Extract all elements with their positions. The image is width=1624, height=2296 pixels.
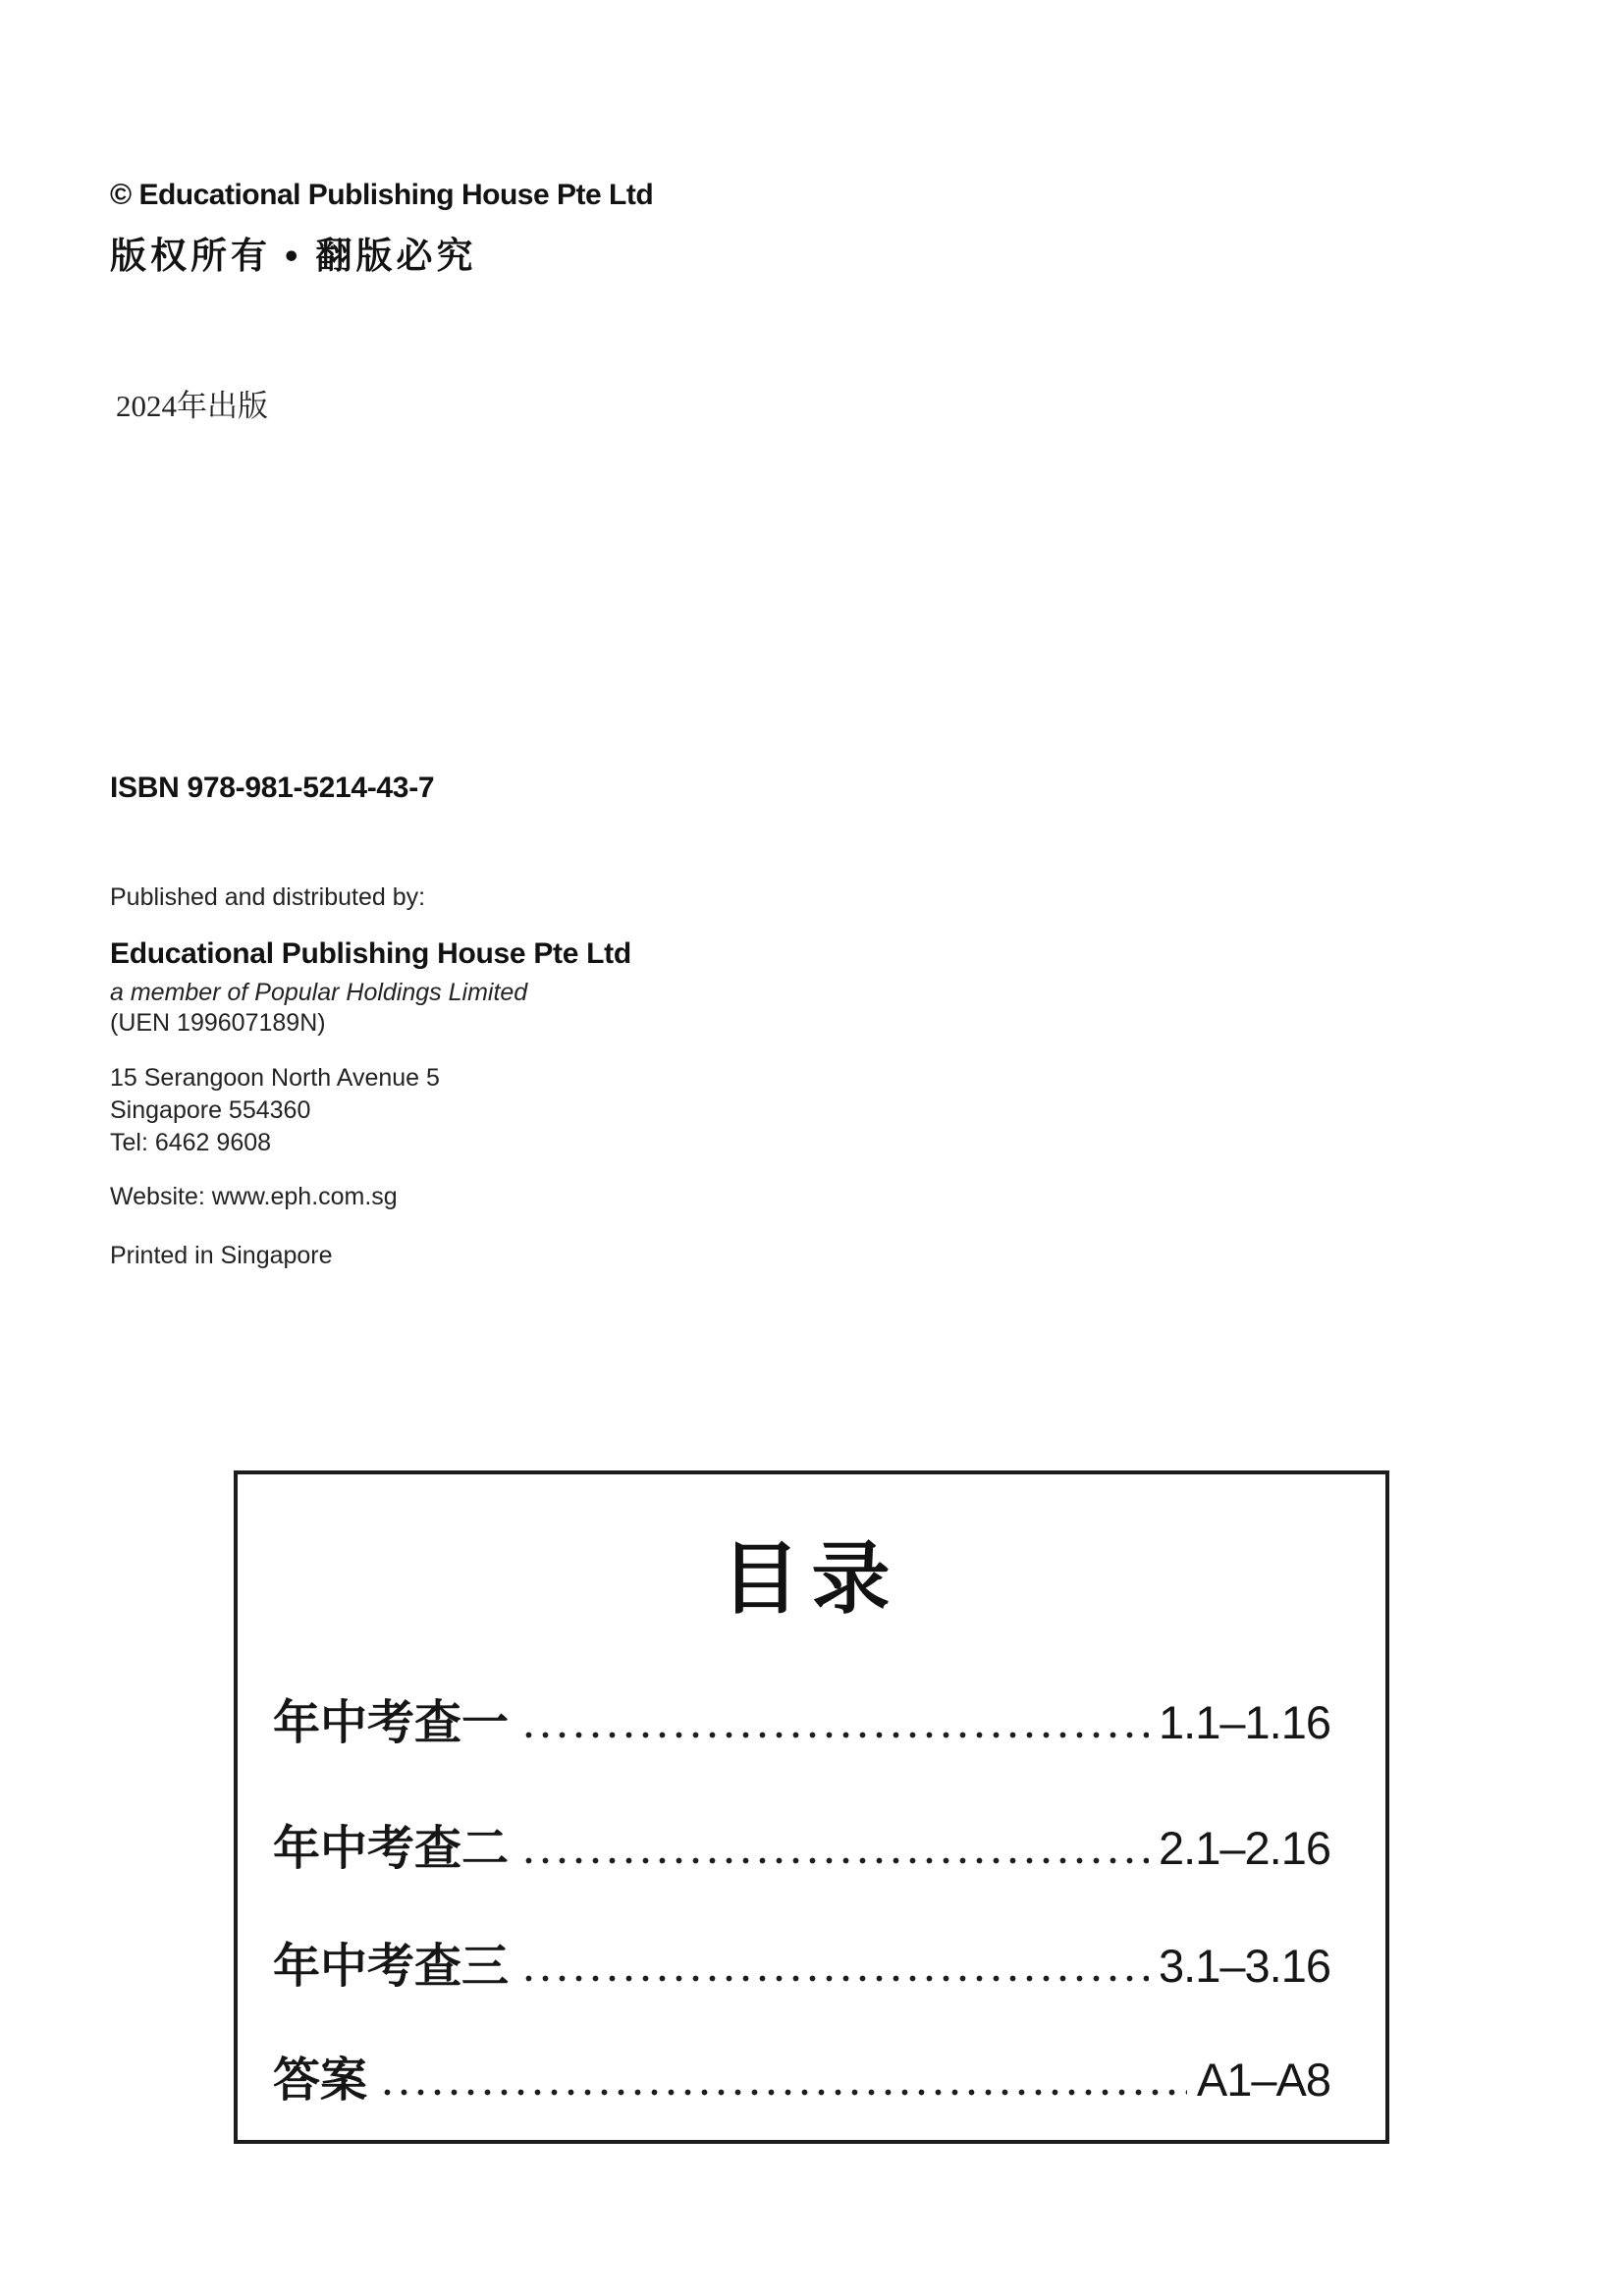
isbn-line: ISBN 978-981-5214-43-7 bbox=[110, 772, 435, 804]
toc-entry-label: 年中考查二 bbox=[273, 1823, 510, 1875]
toc-box bbox=[234, 1470, 1389, 2144]
address-line-1: 15 Serangoon North Avenue 5 bbox=[110, 1064, 440, 1092]
copyright-line-zh: 版权所有 • 翻版必究 bbox=[110, 236, 477, 276]
address-block bbox=[110, 1062, 440, 1159]
toc-entry-label: 答案 bbox=[273, 2055, 368, 2107]
toc-entry-pages: 1.1–1.16 bbox=[1159, 1696, 1330, 1748]
publisher-name: Educational Publishing House Pte Ltd bbox=[110, 937, 631, 970]
publisher-uen: (UEN 199607189N) bbox=[110, 1009, 326, 1037]
toc-entry bbox=[273, 1928, 1330, 1996]
toc-entry-pages: 2.1–2.16 bbox=[1159, 1822, 1330, 1874]
toc-entry-pages: A1–A8 bbox=[1196, 2054, 1330, 2106]
dot-leader bbox=[520, 1857, 1149, 1864]
published-by-label: Published and distributed by: bbox=[110, 883, 426, 911]
copyright-line-en: © Educational Publishing House Pte Ltd bbox=[110, 179, 654, 211]
address-line-2: Singapore 554360 bbox=[110, 1096, 311, 1124]
publish-year: 2024年出版 bbox=[116, 389, 268, 423]
toc-entry bbox=[273, 1684, 1330, 1752]
toc-title: 目录 bbox=[721, 1535, 902, 1623]
publisher-subtitle: a member of Popular Holdings Limited bbox=[110, 979, 528, 1006]
toc-entry-label: 年中考查一 bbox=[273, 1697, 510, 1749]
website-line: Website: www.eph.com.sg bbox=[110, 1183, 398, 1210]
dot-leader bbox=[520, 1732, 1149, 1738]
toc-entry bbox=[273, 1810, 1330, 1878]
printed-in-line: Printed in Singapore bbox=[110, 1242, 333, 1269]
dot-leader bbox=[520, 1975, 1149, 1982]
toc-entry-label: 年中考查三 bbox=[273, 1941, 510, 1993]
dot-leader bbox=[379, 2089, 1187, 2096]
toc-entry bbox=[273, 2042, 1330, 2109]
address-line-3: Tel: 6462 9608 bbox=[110, 1129, 272, 1156]
toc-entry-pages: 3.1–3.16 bbox=[1159, 1940, 1330, 1992]
